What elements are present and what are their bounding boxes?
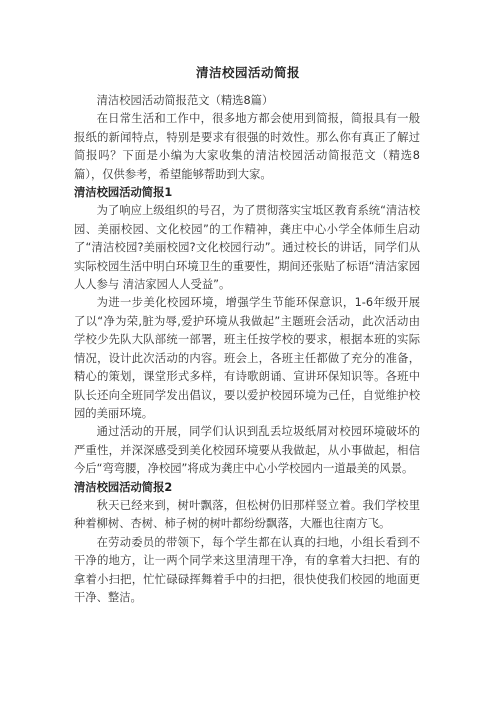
- body-paragraph: 为了响应上级组织的号召，为了贯彻落实宝坻区教育系统“清洁校园、美丽校园、文化校园”的工作精神，龚庄中心小学全体师生启动了“清洁校园?美丽校园?文化校园行动”。通过校长的讲话，同学们从实际校园生活中明白环境卫生的重要性，期间还张贴了标语“清洁家园人人参与 清洁家园人人受益”。: [74, 204, 420, 292]
- section-heading-2: 清洁校园活动简报2: [74, 480, 173, 494]
- document-title: 清洁校园活动简报: [195, 65, 300, 80]
- body-paragraph: 通过活动的开展，同学们认识到乱丢垃圾纸屑对校园环境破坏的严重性，并深深感受到美化校园环境要从我做起，从小事做起，相信今后“弯弯腰，净校园”将成为龚庄中心小学校园内一道最美的风景。: [74, 425, 420, 476]
- body-paragraph: 为进一步美化校园环境，增强学生节能环保意识，1-6年级开展了以“净为荣,脏为辱,爱护环境从我做起”主题班会活动，此次活动由学校少先队大队部统一部署，班主任按学校的要求，根据本班的实际情况，设计此次活动的内容。班会上，各班主任都做了充分的准备，精心的策划，课堂形式多样，有诗歌朗诵、宣讲环保知识等。各班中队长还向全班同学发出倡议，要以爱护校园环境为己任，自觉维护校园的美丽环境。: [74, 296, 420, 420]
- document-body: [74, 92, 420, 607]
- body-paragraph: 秋天已经来到，树叶飘落，但松树仍旧那样竖立着。我们学校里种着柳树、杏树、柿子树的树叶都纷纷飘落，大雁也往南方飞。: [74, 498, 420, 531]
- section-heading-1: 清洁校园活动简报1: [74, 186, 173, 200]
- subtitle-paragraph: 清洁校园活动简报范文（精选8篇）: [96, 94, 274, 107]
- intro-paragraph: 在日常生活和工作中，很多地方都会使用到简报，简报具有一般报纸的新闻特点，特别是要求有很强的时效性。那么你有真正了解过简报吗？下面是小编为大家收集的清洁校园活动简报范文（精选8篇），仅供参考，希望能够帮助到大家。: [74, 112, 420, 181]
- body-paragraph: 在劳动委员的带领下，每个学生都在认真的扫地，小组长看到不干净的地方，让一两个同学来这里清理干净，有的拿着大扫把、有的拿着小扫把，忙忙碌碌挥舞着手中的扫把，很快使我们校园的地面更干净、整洁。: [74, 535, 420, 604]
